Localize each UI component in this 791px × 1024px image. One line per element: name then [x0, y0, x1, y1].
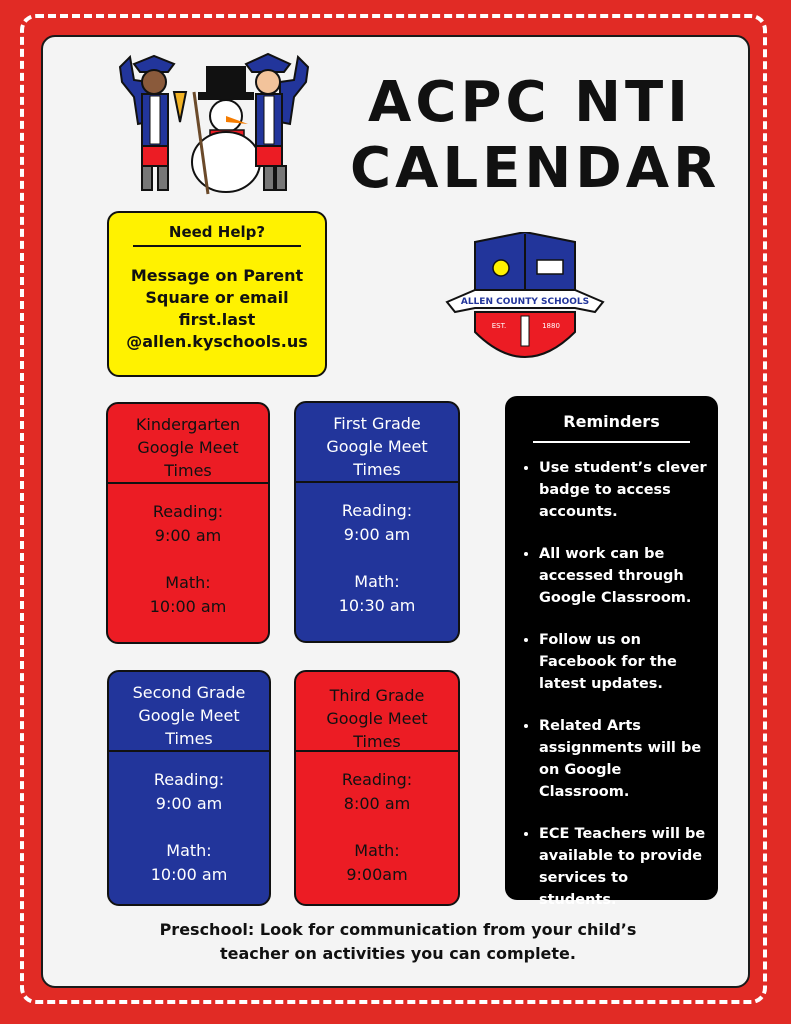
card-subtitle: Times — [164, 461, 212, 480]
kindergarten-card — [106, 402, 270, 644]
third-grade-card — [294, 670, 460, 906]
first-grade-card — [294, 401, 460, 643]
book-icon — [537, 260, 563, 274]
snowman-icon — [192, 66, 260, 194]
title-line-1: ACPC NTI — [368, 70, 692, 135]
reading-label: Reading: — [341, 501, 413, 520]
math-label: Math: — [354, 572, 400, 591]
card-subtitle: Times — [353, 460, 401, 479]
card-subtitle: Google Meet — [326, 437, 428, 456]
reminder-item: • ECE Teachers will be available to provide services to students. — [539, 823, 708, 911]
card-subtitle: Google Meet — [138, 706, 240, 725]
reminders-list — [505, 457, 718, 911]
mascots-snowman-illustration — [108, 52, 320, 197]
reminder-item: • Follow us on Facebook for the latest updates. — [539, 629, 708, 695]
card-times — [108, 484, 268, 619]
need-help-line: Message on Parent — [130, 266, 304, 285]
reading-time: 9:00 am — [155, 794, 223, 813]
math-time: 10:00 am — [150, 865, 228, 884]
card-times — [296, 483, 458, 618]
footer-line: Preschool: Look for communication from your child’s — [159, 920, 637, 939]
card-times — [296, 752, 458, 887]
second-grade-card — [107, 670, 271, 906]
card-header — [296, 672, 458, 752]
reading-label: Reading: — [341, 770, 413, 789]
reading-label: Reading: — [152, 502, 224, 521]
card-subtitle: Google Meet — [326, 709, 428, 728]
card-grade: First Grade — [333, 414, 421, 433]
card-subtitle: Google Meet — [137, 438, 239, 457]
card-header — [108, 404, 268, 484]
reminders-heading: Reminders — [533, 412, 690, 443]
reading-time: 9:00 am — [343, 525, 411, 544]
need-help-line: Square or email — [145, 288, 289, 307]
math-time: 10:30 am — [338, 596, 416, 615]
page-title — [350, 70, 721, 202]
left-mascot-icon — [120, 56, 186, 190]
allen-county-schools-crest — [445, 232, 605, 372]
crest-est: EST. — [491, 322, 507, 330]
card-subtitle: Times — [165, 729, 213, 748]
need-help-box — [107, 211, 327, 377]
reminder-item: • Use student’s clever badge to access accounts. — [539, 457, 708, 523]
math-time: 9:00am — [346, 865, 408, 884]
crest-name: ALLEN COUNTY SCHOOLS — [460, 297, 590, 307]
card-header — [109, 672, 269, 752]
math-label: Math: — [166, 841, 212, 860]
card-header — [296, 403, 458, 483]
card-grade: Second Grade — [132, 683, 246, 702]
need-help-body — [109, 265, 325, 353]
crest-year: 1880 — [542, 322, 560, 330]
reading-time: 9:00 am — [154, 526, 222, 545]
card-grade: Third Grade — [329, 686, 425, 705]
title-line-2: CALENDAR — [350, 136, 721, 201]
reading-label: Reading: — [153, 770, 225, 789]
soldier-icon — [521, 316, 529, 346]
preschool-footer — [120, 918, 676, 966]
card-subtitle: Times — [353, 732, 401, 751]
card-times — [109, 752, 269, 887]
reminder-item: • All work can be accessed through Google Classroom. — [539, 543, 708, 609]
math-label: Math: — [354, 841, 400, 860]
need-help-line: first.last — [178, 310, 256, 329]
reading-time: 8:00 am — [343, 794, 411, 813]
need-help-email[interactable]: @allen.kyschools.us — [126, 332, 308, 351]
footer-line: teacher on activities you can complete. — [220, 944, 576, 963]
need-help-heading: Need Help? — [133, 223, 301, 247]
reminders-box — [505, 396, 718, 908]
card-grade: Kindergarten — [135, 415, 241, 434]
lamp-icon — [493, 260, 509, 276]
math-label: Math: — [165, 573, 211, 592]
math-time: 10:00 am — [149, 597, 227, 616]
reminder-item: • Related Arts assignments will be on Google Classroom. — [539, 715, 708, 803]
